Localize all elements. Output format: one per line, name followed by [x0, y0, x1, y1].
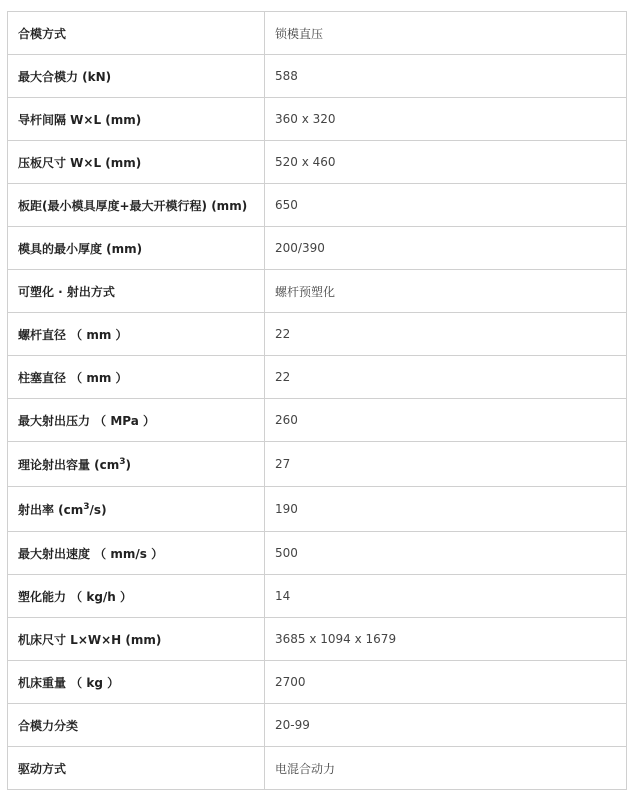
row-label-text: 理论射出容量 (cm: [18, 457, 120, 472]
table-row: [8, 442, 627, 487]
row-label-suffix: /s): [89, 502, 107, 517]
row-value: 260: [265, 399, 627, 442]
spec-table: [7, 11, 627, 790]
table-row: [8, 12, 627, 55]
row-value: 360 x 320: [265, 98, 627, 141]
superscript-exponent: 3: [83, 501, 90, 512]
row-label: 合模方式: [8, 12, 265, 55]
row-label: [8, 487, 265, 532]
row-value: 22: [265, 356, 627, 399]
row-label: 螺杆直径 （ mm ）: [8, 313, 265, 356]
table-row: [8, 141, 627, 184]
row-value: 27: [265, 442, 627, 487]
table-row: [8, 313, 627, 356]
row-value: 200/390: [265, 227, 627, 270]
table-row: [8, 487, 627, 532]
row-value: 锁模直压: [265, 12, 627, 55]
row-label: 压板尺寸 W×L (mm): [8, 141, 265, 184]
row-value: 2700: [265, 661, 627, 704]
row-label: 塑化能力 （ kg/h ）: [8, 575, 265, 618]
row-label: 机床重量 （ kg ）: [8, 661, 265, 704]
row-label-suffix: ): [125, 457, 132, 472]
row-label: 合模力分类: [8, 704, 265, 747]
row-value: 190: [265, 487, 627, 532]
table-row: [8, 704, 627, 747]
row-label: 最大射出压力 （ MPa ）: [8, 399, 265, 442]
row-label: 驱动方式: [8, 747, 265, 790]
table-row: [8, 747, 627, 790]
row-label-text: 射出率 (cm: [18, 502, 84, 517]
table-row: [8, 356, 627, 399]
table-row: [8, 227, 627, 270]
spec-table-body: [8, 12, 627, 790]
row-value: 3685 x 1094 x 1679: [265, 618, 627, 661]
table-row: [8, 575, 627, 618]
table-row: [8, 98, 627, 141]
table-row: [8, 270, 627, 313]
row-label: 机床尺寸 L×W×H (mm): [8, 618, 265, 661]
row-value: 20-99: [265, 704, 627, 747]
row-value: 588: [265, 55, 627, 98]
row-value: 14: [265, 575, 627, 618]
row-value: 22: [265, 313, 627, 356]
row-label: 最大射出速度 （ mm/s ）: [8, 532, 265, 575]
table-row: [8, 532, 627, 575]
row-label: 导杆间隔 W×L (mm): [8, 98, 265, 141]
row-label: [8, 442, 265, 487]
row-label: 柱塞直径 （ mm ）: [8, 356, 265, 399]
row-label: 模具的最小厚度 (mm): [8, 227, 265, 270]
row-value: 500: [265, 532, 627, 575]
table-row: [8, 661, 627, 704]
row-label: 板距(最小模具厚度+最大开模行程) (mm): [8, 184, 265, 227]
row-value: 电混合动力: [265, 747, 627, 790]
table-row: [8, 55, 627, 98]
row-label: 可塑化 · 射出方式: [8, 270, 265, 313]
row-value: 520 x 460: [265, 141, 627, 184]
superscript-exponent: 3: [119, 456, 126, 467]
row-label: 最大合模力 (kN): [8, 55, 265, 98]
table-row: [8, 184, 627, 227]
row-value: 螺杆预塑化: [265, 270, 627, 313]
table-row: [8, 399, 627, 442]
table-row: [8, 618, 627, 661]
row-value: 650: [265, 184, 627, 227]
